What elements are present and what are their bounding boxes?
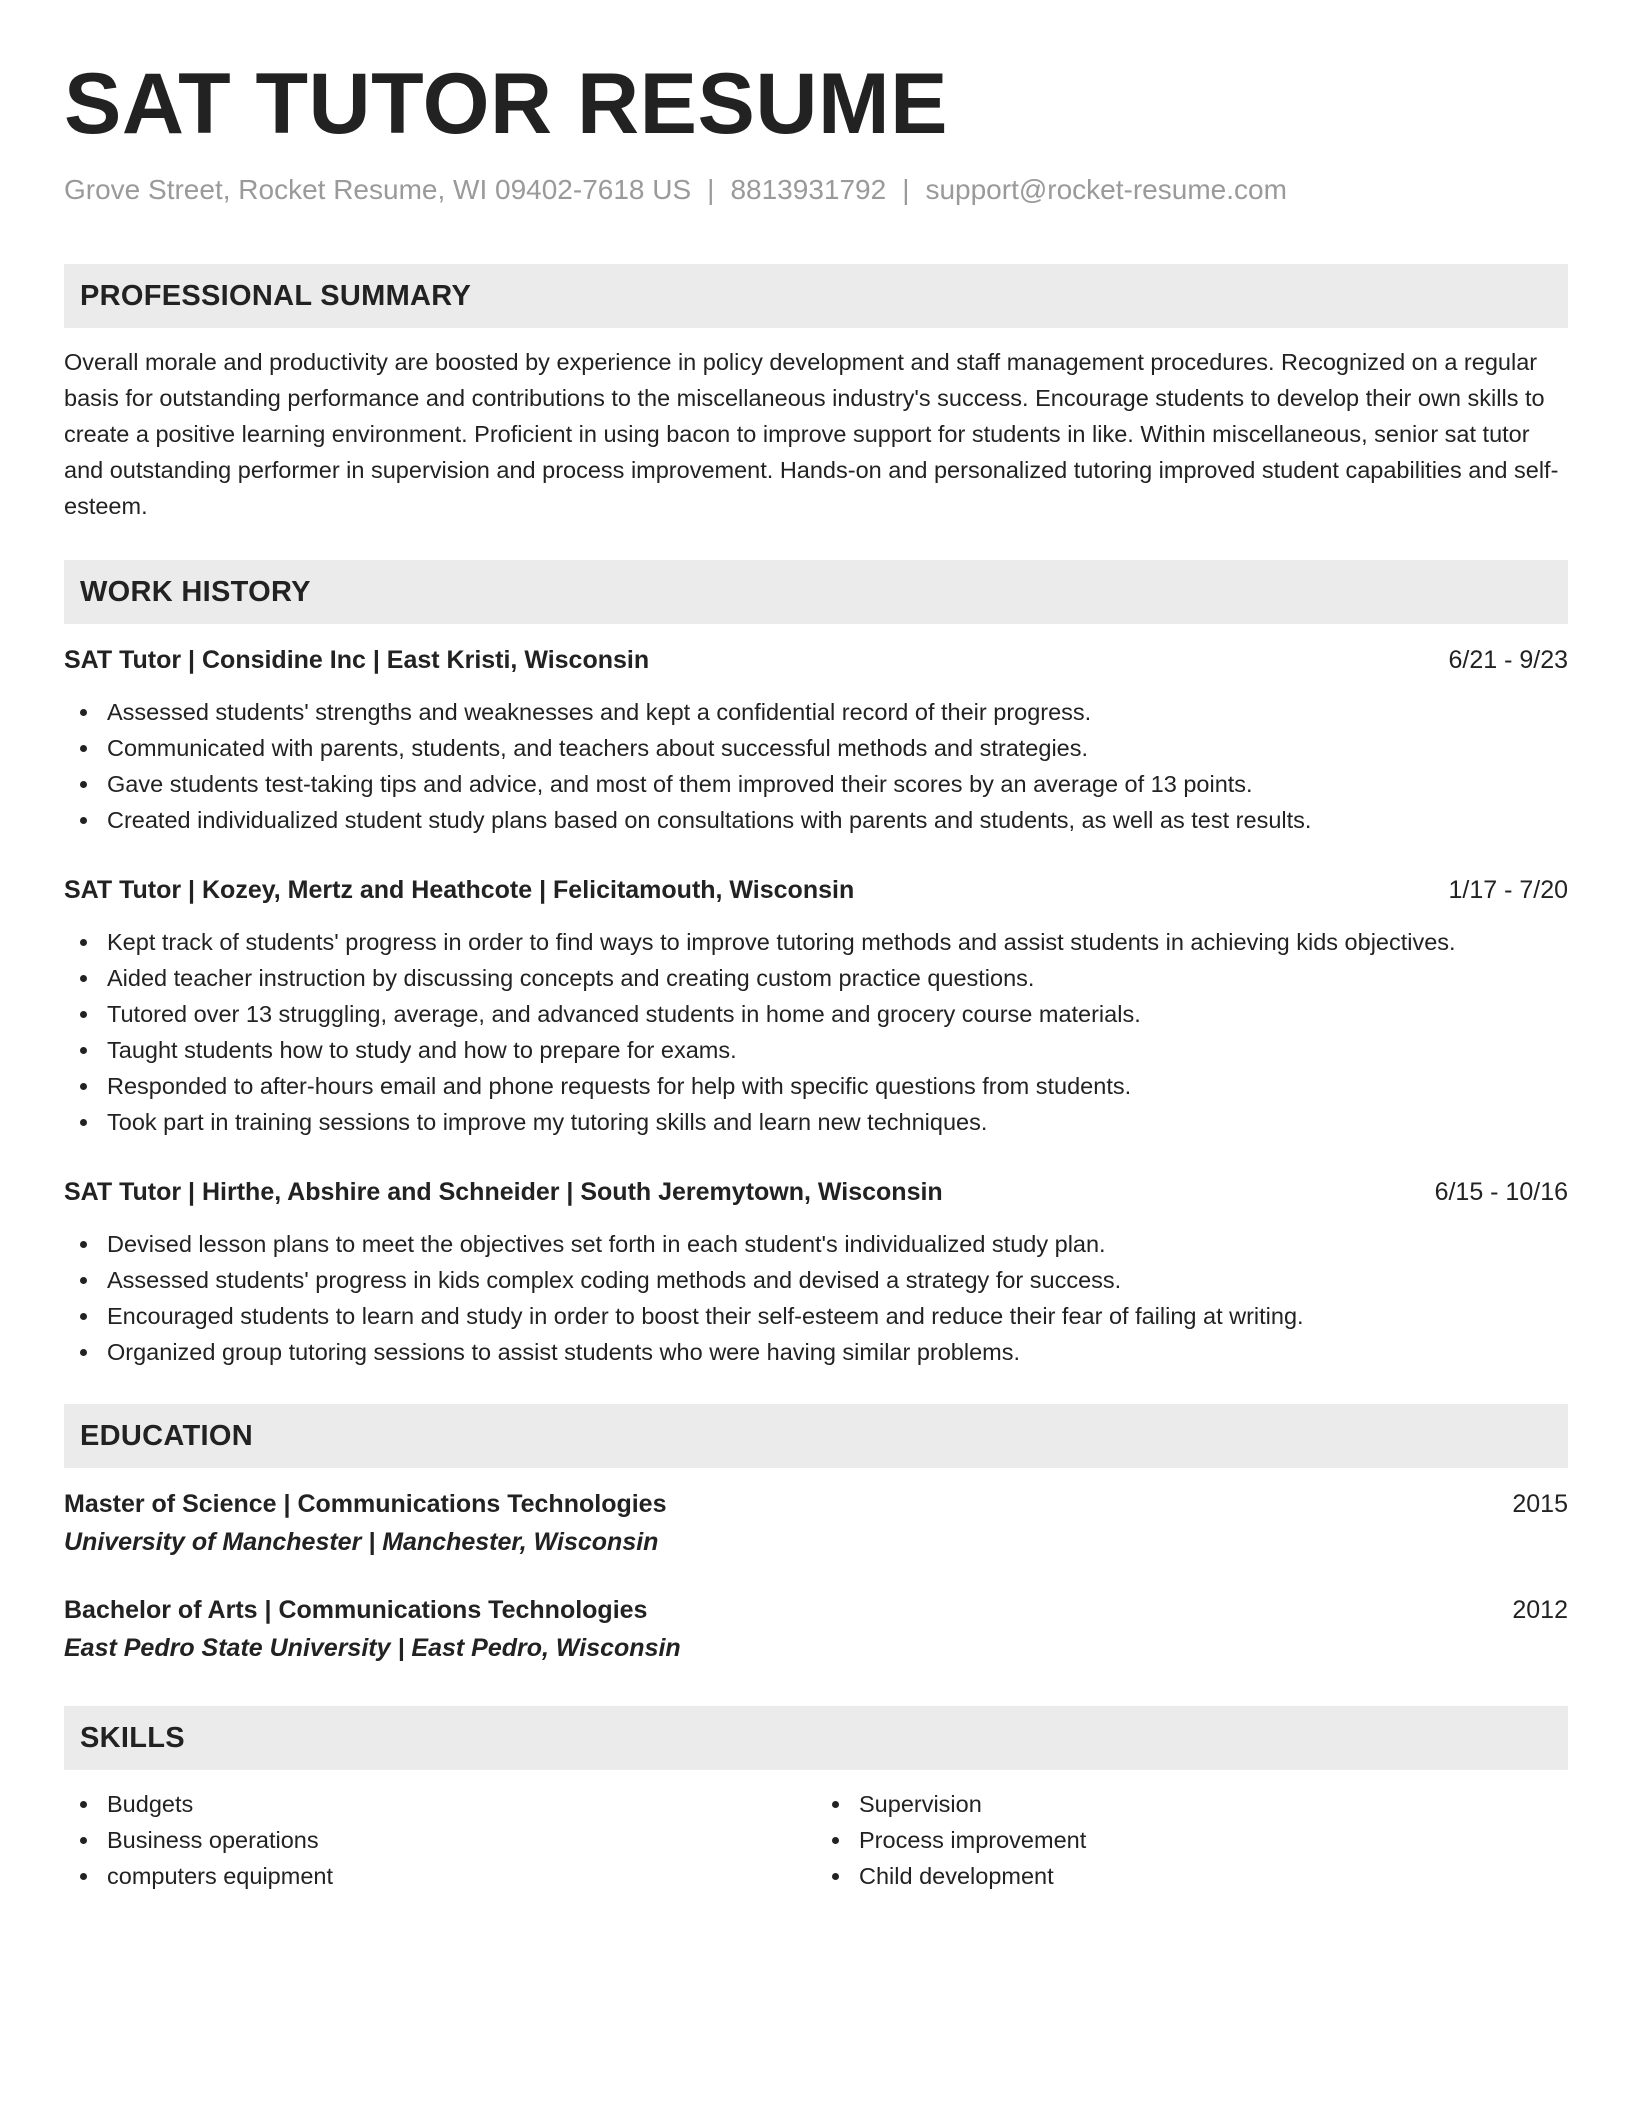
job-dates: 6/15 - 10/16	[1434, 1178, 1568, 1206]
job-dates: 6/21 - 9/23	[1448, 646, 1568, 674]
job-bullets	[64, 1226, 1568, 1370]
job-entry	[64, 1174, 1568, 1370]
resume-title: SAT TUTOR RESUME	[64, 56, 948, 152]
section-header-skills: SKILLS	[64, 1706, 1568, 1770]
job-bullet: Assessed students' strengths and weaknesses and kept a confidential record of their progress.	[64, 694, 1568, 730]
job-bullet: Devised lesson plans to meet the objectives set forth in each student's individualized study plan.	[64, 1226, 1568, 1262]
contact-separator: |	[902, 174, 910, 205]
job-header	[64, 872, 1568, 908]
contact-address: Grove Street, Rocket Resume, WI 09402-7618 US	[64, 174, 692, 205]
job-title: SAT Tutor | Hirthe, Abshire and Schneider | South Jeremytown, Wisconsin	[64, 1178, 943, 1206]
contact-line	[64, 170, 1568, 210]
skill-item: Process improvement	[816, 1822, 1568, 1858]
summary-paragraph: Overall morale and productivity are boosted by experience in policy development and staff management procedures. Recognized on a regular basis for outstanding performance and contributions to the miscellaneous industry's success. Encourage students to develop their own skills to create a positive learning environment. Proficient in using bacon to improve support for students in like. Within miscellaneous, senior sat tutor and outstanding performer in supervision and process improvement. Hands-on and personalized tutoring improved student capabilities and self-esteem.	[64, 349, 1559, 519]
job-bullet: Taught students how to study and how to prepare for exams.	[64, 1032, 1568, 1068]
job-dates: 1/17 - 7/20	[1448, 876, 1568, 904]
skill-item: Child development	[816, 1858, 1568, 1894]
contact-email: support@rocket-resume.com	[925, 174, 1287, 205]
education-header	[64, 1592, 1568, 1628]
skills-column-right	[816, 1786, 1568, 1894]
education-degree: Master of Science | Communications Technologies	[64, 1490, 667, 1518]
education-school: University of Manchester | Manchester, Wisconsin	[64, 1528, 659, 1556]
job-bullet: Organized group tutoring sessions to assist students who were having similar problems.	[64, 1334, 1568, 1370]
skill-item: Business operations	[64, 1822, 816, 1858]
job-header	[64, 1174, 1568, 1210]
section-header-summary: PROFESSIONAL SUMMARY	[64, 264, 1568, 328]
skill-item: Budgets	[64, 1786, 816, 1822]
job-header	[64, 642, 1568, 678]
job-bullet: Kept track of students' progress in order to find ways to improve tutoring methods and assist students in achieving kids objectives.	[64, 924, 1568, 960]
education-entry	[64, 1486, 1568, 1560]
job-bullet: Assessed students' progress in kids complex coding methods and devised a strategy for success.	[64, 1262, 1568, 1298]
contact-phone: 8813931792	[730, 174, 887, 205]
job-bullet: Tutored over 13 struggling, average, and advanced students in home and grocery course materials.	[64, 996, 1568, 1032]
education-school: East Pedro State University | East Pedro, Wisconsin	[64, 1634, 681, 1662]
contact-separator: |	[707, 174, 715, 205]
job-bullet: Encouraged students to learn and study in order to boost their self-esteem and reduce their fear of failing at writing.	[64, 1298, 1568, 1334]
section-header-work-history: WORK HISTORY	[64, 560, 1568, 624]
job-bullets	[64, 694, 1568, 838]
skill-item: computers equipment	[64, 1858, 816, 1894]
job-bullet: Created individualized student study plans based on consultations with parents and students, as well as test results.	[64, 802, 1568, 838]
job-bullet: Aided teacher instruction by discussing concepts and creating custom practice questions.	[64, 960, 1568, 996]
education-header	[64, 1486, 1568, 1522]
skills-list	[64, 1786, 816, 1894]
job-bullet: Communicated with parents, students, and teachers about successful methods and strategies.	[64, 730, 1568, 766]
job-title: SAT Tutor | Kozey, Mertz and Heathcote | Felicitamouth, Wisconsin	[64, 876, 855, 904]
job-entry	[64, 872, 1568, 1140]
education-degree: Bachelor of Arts | Communications Technologies	[64, 1596, 648, 1624]
education-entry	[64, 1592, 1568, 1666]
section-header-education: EDUCATION	[64, 1404, 1568, 1468]
skills-grid	[64, 1786, 1568, 1894]
education-year: 2012	[1512, 1596, 1568, 1624]
job-bullets	[64, 924, 1568, 1140]
education-year: 2015	[1512, 1490, 1568, 1518]
job-bullet: Responded to after-hours email and phone requests for help with specific questions from students.	[64, 1068, 1568, 1104]
job-title: SAT Tutor | Considine Inc | East Kristi, Wisconsin	[64, 646, 650, 674]
job-bullet: Took part in training sessions to improve my tutoring skills and learn new techniques.	[64, 1104, 1568, 1140]
job-bullet: Gave students test-taking tips and advice, and most of them improved their scores by an average of 13 points.	[64, 766, 1568, 802]
skills-list	[816, 1786, 1568, 1894]
job-entry	[64, 642, 1568, 838]
skills-column-left	[64, 1786, 816, 1894]
skill-item: Supervision	[816, 1786, 1568, 1822]
